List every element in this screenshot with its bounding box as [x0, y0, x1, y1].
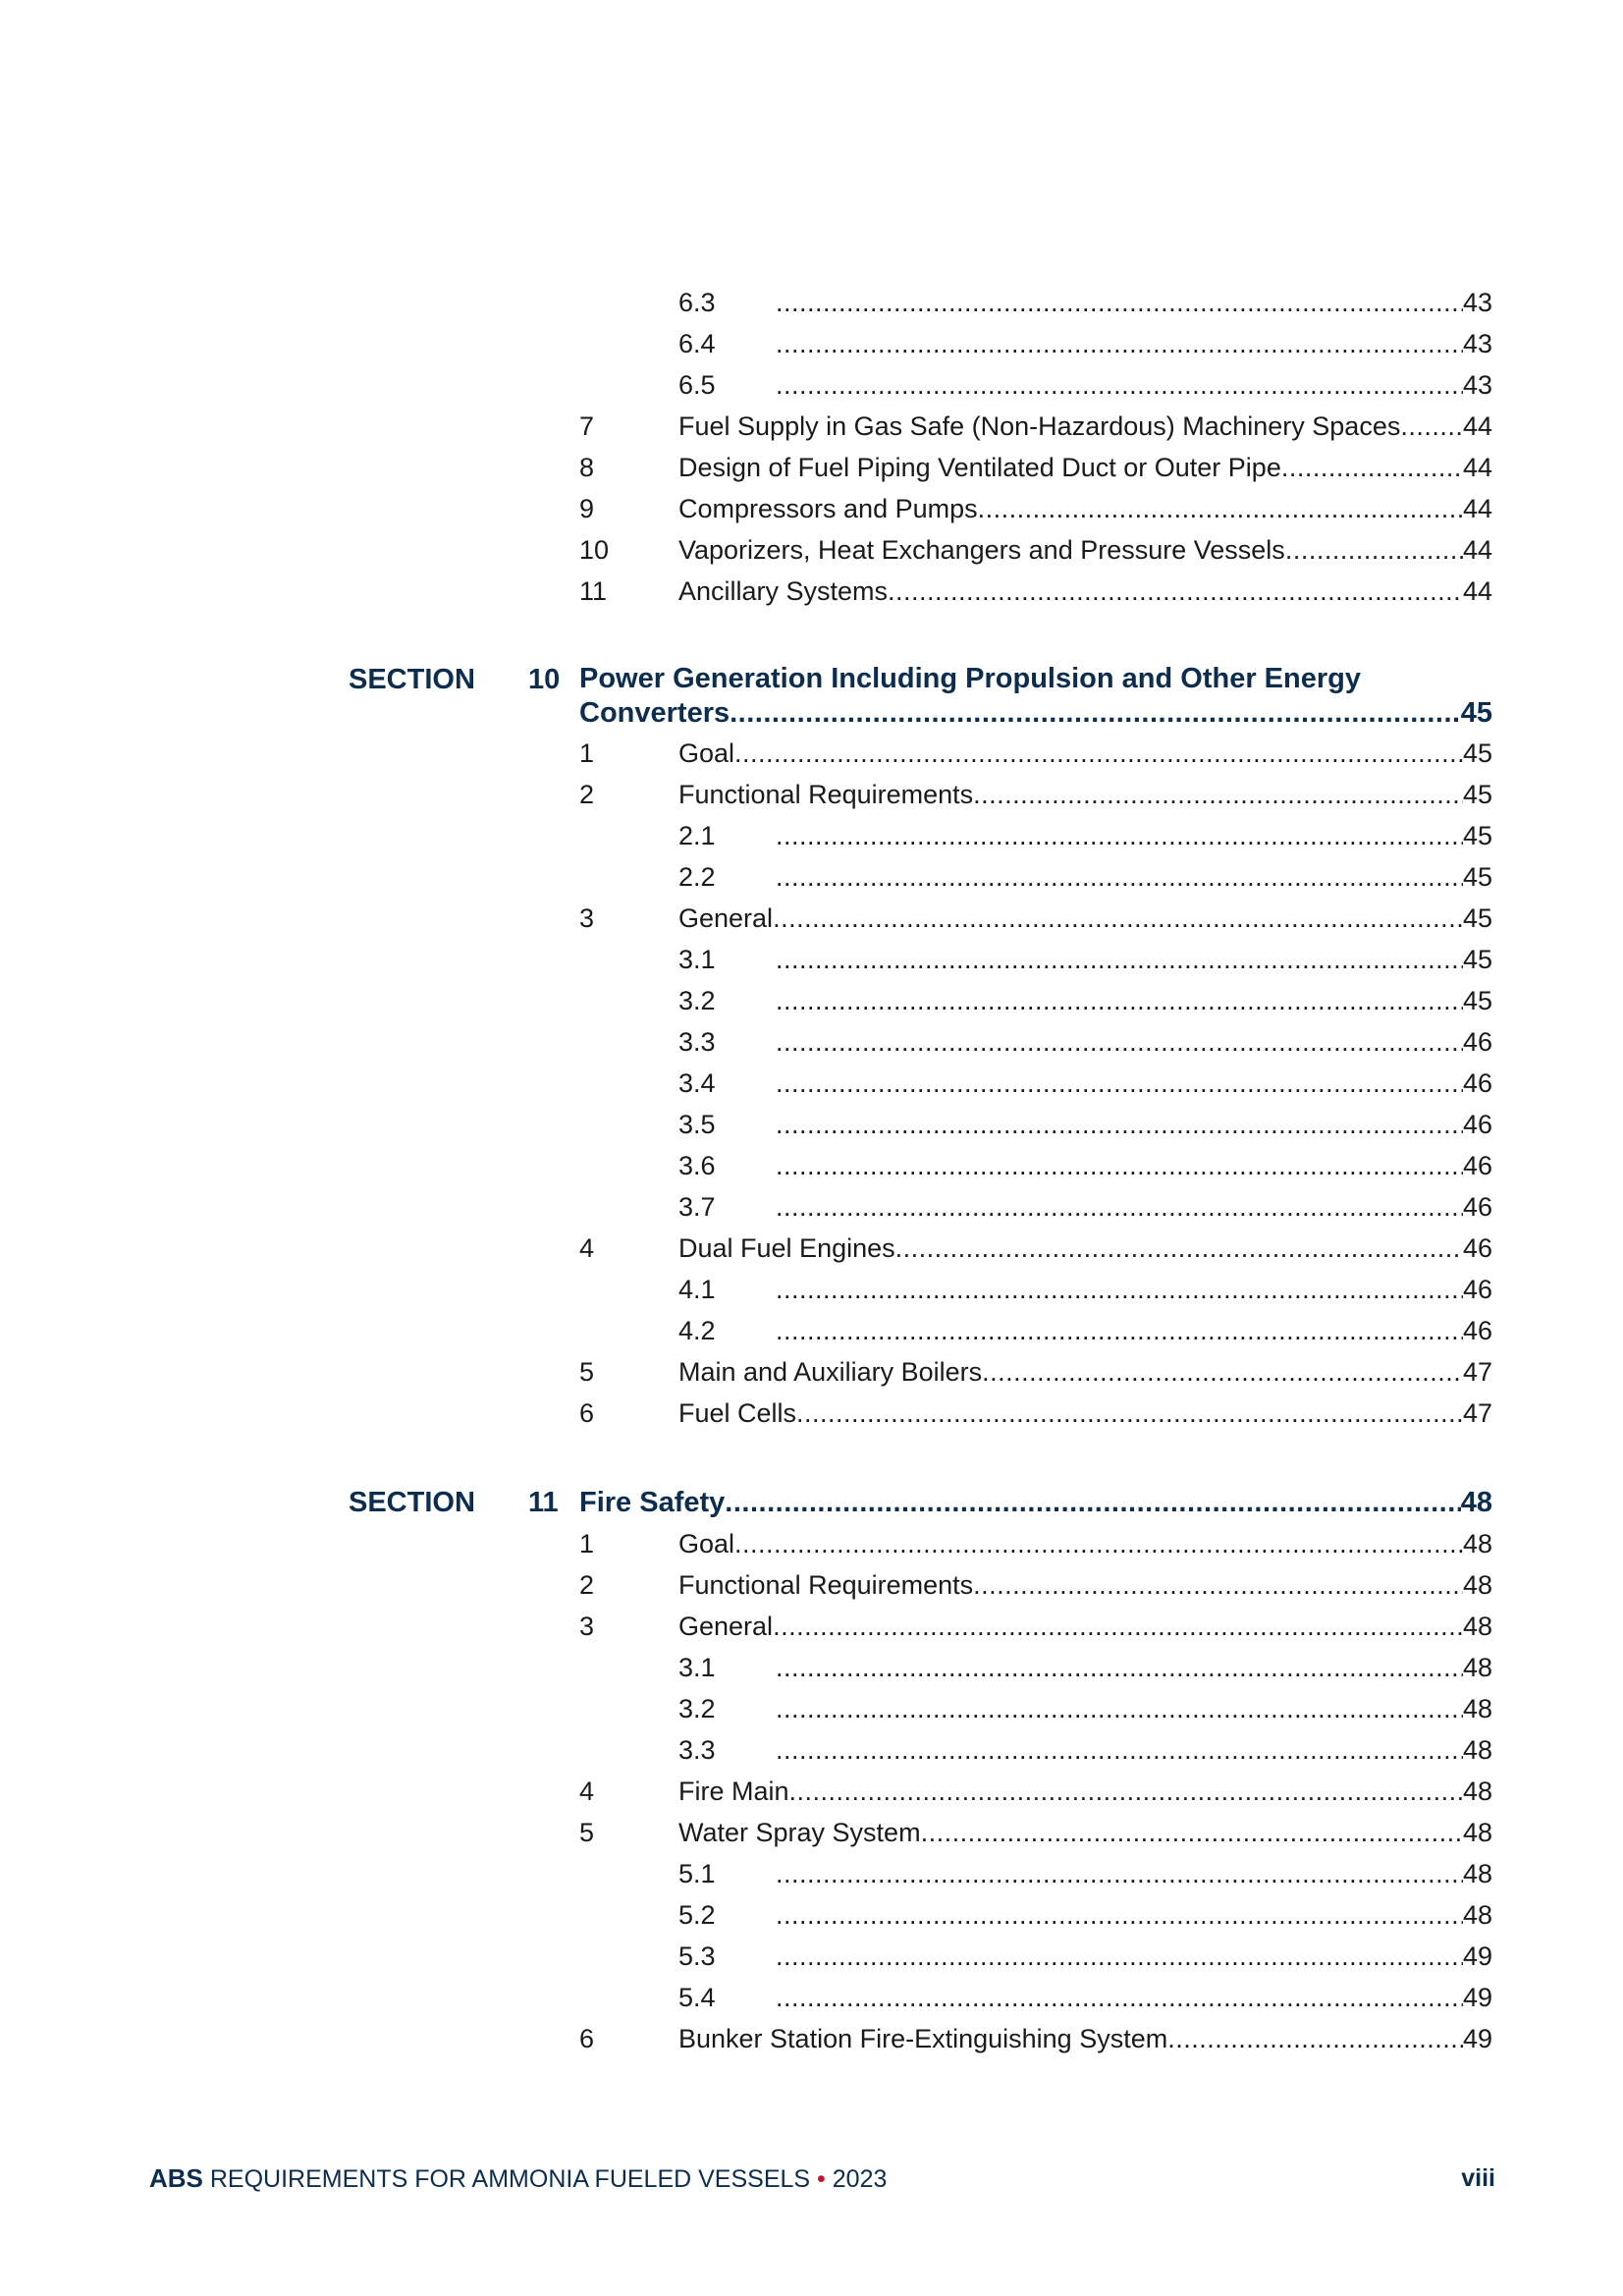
- toc-entry[interactable]: [678, 1352, 1492, 1392]
- toc-entry-number: 3.3: [678, 1735, 716, 1765]
- toc-entry[interactable]: [776, 1187, 1492, 1227]
- toc-entry-number: 5: [579, 1818, 595, 1847]
- toc-entry-page: 49: [1462, 2024, 1492, 2053]
- section-label: SECTION: [349, 1487, 475, 1518]
- toc-entry-page: 48: [1462, 1653, 1492, 1682]
- dot-leader: [776, 816, 1463, 855]
- toc-entry[interactable]: [678, 530, 1492, 570]
- toc-entry-number: 3: [579, 1612, 595, 1641]
- toc-entry-page: 46: [1462, 1151, 1492, 1180]
- toc-entry[interactable]: [776, 1689, 1492, 1728]
- dot-leader: [776, 283, 1463, 322]
- dot-leader: [796, 1394, 1463, 1433]
- toc-entry-number: 4: [579, 1777, 595, 1806]
- toc-entry-number: 2.2: [678, 862, 716, 892]
- toc-entry-page: 48: [1462, 1818, 1492, 1847]
- toc-entry-number: 3.1: [678, 1653, 716, 1682]
- dot-leader: [978, 489, 1463, 528]
- dot-leader: [776, 1187, 1463, 1227]
- toc-entry-number: 5.2: [678, 1900, 716, 1930]
- section-title: Fire Safety: [579, 1487, 726, 1518]
- dot-leader: [776, 365, 1463, 405]
- section-page: 48: [1460, 1487, 1492, 1518]
- page-number: viii: [1461, 2164, 1495, 2192]
- toc-entry[interactable]: [776, 940, 1492, 979]
- toc-entry-page: 44: [1462, 535, 1492, 565]
- toc-entry-page: 44: [1462, 494, 1492, 523]
- toc-entry-title: Fuel Supply in Gas Safe (Non-Hazardous) Machinery Spaces: [678, 411, 1401, 441]
- dot-leader: [776, 1022, 1463, 1062]
- toc-entry-page: 43: [1462, 370, 1492, 400]
- section-title-line[interactable]: [579, 693, 1492, 733]
- toc-entry-page: 46: [1462, 1192, 1492, 1222]
- toc-entry-page: 45: [1462, 780, 1492, 809]
- dot-leader: [734, 1524, 1463, 1563]
- dot-leader: [895, 1229, 1463, 1268]
- toc-entry[interactable]: [678, 1772, 1492, 1811]
- section-title[interactable]: Power Generation Including Propulsion and Other Energy: [579, 663, 1361, 694]
- toc-entry-page: 44: [1462, 411, 1492, 441]
- brand-logo-text: ABS: [149, 2163, 203, 2193]
- dot-leader: [773, 899, 1463, 938]
- toc-entry-page: 45: [1462, 862, 1492, 892]
- dot-leader: [776, 1311, 1463, 1350]
- dot-leader: [776, 1270, 1463, 1309]
- dot-leader: [776, 1854, 1463, 1893]
- toc-entry-title: Fuel Cells: [678, 1398, 797, 1428]
- toc-entry[interactable]: [678, 489, 1492, 528]
- toc-entry-number: 11: [579, 576, 608, 606]
- dot-leader: [1400, 407, 1463, 446]
- toc-entry-page: 45: [1462, 738, 1492, 768]
- toc-entry-page: 46: [1462, 1110, 1492, 1139]
- toc-entry-number: 3.6: [678, 1151, 716, 1180]
- toc-entry-page: 45: [1462, 903, 1492, 933]
- toc-entry[interactable]: [678, 775, 1492, 814]
- dot-leader: [776, 1895, 1463, 1935]
- toc-entry[interactable]: [776, 1146, 1492, 1185]
- toc-entry[interactable]: [776, 1895, 1492, 1935]
- document-year: 2023: [832, 2165, 888, 2193]
- toc-entry-number: 4: [579, 1233, 595, 1263]
- toc-entry-number: 3.1: [678, 945, 716, 974]
- toc-entry-page: 48: [1462, 1900, 1492, 1930]
- toc-entry-number: 5: [579, 1357, 595, 1387]
- toc-entry-page: 46: [1462, 1027, 1492, 1057]
- toc-entry-page: 49: [1462, 1983, 1492, 2012]
- dot-leader: [921, 1813, 1463, 1852]
- toc-entry-title: General: [678, 903, 774, 933]
- toc-entry-page: 47: [1462, 1357, 1492, 1387]
- toc-entry-number: 4.2: [678, 1316, 716, 1345]
- toc-entry[interactable]: [776, 1311, 1492, 1350]
- section-title-continued: Converters: [579, 697, 730, 729]
- toc-entry-number: 6.4: [678, 329, 716, 358]
- dot-leader: [776, 1146, 1463, 1185]
- dot-leader: [776, 324, 1463, 363]
- toc-entry-title: Goal: [678, 1529, 735, 1558]
- toc-entry[interactable]: [776, 283, 1492, 322]
- dot-leader: [776, 1064, 1463, 1103]
- dot-leader: [776, 1105, 1463, 1144]
- dot-leader: [776, 1730, 1463, 1770]
- toc-entry[interactable]: [678, 734, 1492, 773]
- toc-entry-title: Compressors and Pumps: [678, 494, 978, 523]
- page-footer: [149, 2159, 1495, 2198]
- dot-leader: [776, 940, 1463, 979]
- toc-entry[interactable]: [776, 1648, 1492, 1687]
- dot-leader: [776, 1689, 1463, 1728]
- document-title: REQUIREMENTS FOR AMMONIA FUELED VESSELS: [209, 2165, 811, 2193]
- toc-entry-number: 5.3: [678, 1941, 716, 1971]
- toc-entry-page: 47: [1462, 1398, 1492, 1428]
- toc-entry[interactable]: [678, 899, 1492, 938]
- dot-leader: [789, 1772, 1463, 1811]
- dot-leader: [776, 857, 1463, 897]
- toc-entry-number: 5.1: [678, 1859, 716, 1888]
- toc-entry-title: Water Spray System: [678, 1818, 921, 1847]
- toc-entry-page: 48: [1462, 1612, 1492, 1641]
- toc-entry-number: 7: [579, 411, 595, 441]
- toc-entry[interactable]: [776, 1022, 1492, 1062]
- toc-entry-number: 6: [579, 2024, 595, 2053]
- toc-entry-title: Design of Fuel Piping Ventilated Duct or Outer Pipe: [678, 453, 1281, 482]
- toc-entry-number: 2: [579, 780, 595, 809]
- toc-entry[interactable]: [776, 1105, 1492, 1144]
- dot-leader: [973, 1565, 1463, 1605]
- toc-entry[interactable]: [776, 1937, 1492, 1976]
- toc-entry[interactable]: [678, 572, 1492, 611]
- toc-entry-title: Bunker Station Fire-Extinguishing System: [678, 2024, 1168, 2053]
- toc-entry-title: Functional Requirements: [678, 1570, 974, 1600]
- toc-entry-page: 48: [1462, 1694, 1492, 1723]
- section-number: 10: [528, 664, 561, 695]
- toc-entry-title: Fire Main: [678, 1777, 789, 1806]
- toc-entry-page: 48: [1462, 1777, 1492, 1806]
- toc-entry-page: 49: [1462, 1941, 1492, 1971]
- toc-entry-number: 3.2: [678, 1694, 716, 1723]
- toc-entry[interactable]: [776, 1064, 1492, 1103]
- section-number: 11: [528, 1487, 559, 1518]
- toc-entry-number: 3.3: [678, 1027, 716, 1057]
- toc-entry-number: 2: [579, 1570, 595, 1600]
- toc-entry-number: 10: [579, 535, 610, 565]
- toc-entry-number: 8: [579, 453, 595, 482]
- toc-entry-title: Functional Requirements: [678, 780, 974, 809]
- toc-entry-page: 45: [1462, 821, 1492, 850]
- toc-entry-page: 45: [1462, 945, 1492, 974]
- toc-entry-number: 5.4: [678, 1983, 716, 2012]
- dot-leader: [982, 1352, 1463, 1392]
- toc-entry[interactable]: [678, 407, 1492, 446]
- toc-entry[interactable]: [776, 1730, 1492, 1770]
- toc-entry-number: 3: [579, 903, 595, 933]
- dot-leader: [734, 734, 1463, 773]
- toc-entry[interactable]: [678, 1565, 1492, 1605]
- toc-entry[interactable]: [776, 1978, 1492, 2017]
- toc-entry[interactable]: [776, 324, 1492, 363]
- toc-entry-page: 44: [1462, 453, 1492, 482]
- toc-entry[interactable]: [678, 1394, 1492, 1433]
- dot-leader: [730, 693, 1461, 733]
- toc-entry-page: 43: [1462, 288, 1492, 317]
- toc-entry[interactable]: [678, 448, 1492, 487]
- toc-entry-title: Goal: [678, 738, 735, 768]
- toc-entry-number: 3.2: [678, 986, 716, 1015]
- toc-entry-number: 2.1: [678, 821, 716, 850]
- toc-entry-title: Vaporizers, Heat Exchangers and Pressure Vessels: [678, 535, 1285, 565]
- dot-leader: [776, 1978, 1463, 2017]
- toc-entry-page: 48: [1462, 1735, 1492, 1765]
- toc-entry[interactable]: [776, 1854, 1492, 1893]
- toc-entry-page: 45: [1462, 986, 1492, 1015]
- toc-entry-page: 43: [1462, 329, 1492, 358]
- toc-entry-page: 46: [1462, 1316, 1492, 1345]
- dot-leader: [888, 572, 1463, 611]
- toc-entry[interactable]: [776, 816, 1492, 855]
- toc-entry-page: 48: [1462, 1570, 1492, 1600]
- toc-entry-page: 44: [1462, 576, 1492, 606]
- dot-leader: [773, 1607, 1463, 1646]
- toc-entry-page: 46: [1462, 1068, 1492, 1098]
- dot-leader: [1167, 2019, 1463, 2058]
- toc-entry[interactable]: [776, 365, 1492, 405]
- dot-leader: [1281, 448, 1463, 487]
- toc-entry-number: 6: [579, 1398, 595, 1428]
- toc-entry-number: 9: [579, 494, 595, 523]
- toc-entry-page: 48: [1462, 1859, 1492, 1888]
- toc-entry[interactable]: [678, 1229, 1492, 1268]
- toc-entry-number: 6.5: [678, 370, 716, 400]
- toc-entry-title: Main and Auxiliary Boilers: [678, 1357, 983, 1387]
- dot-leader: [776, 1648, 1463, 1687]
- toc-entry[interactable]: [678, 2019, 1492, 2058]
- dot-leader: [776, 1937, 1463, 1976]
- toc-entry[interactable]: [776, 857, 1492, 897]
- toc-entry-number: 1: [579, 1529, 595, 1558]
- toc-entry-number: 1: [579, 738, 595, 768]
- dot-leader: [776, 981, 1463, 1020]
- section-label: SECTION: [349, 664, 475, 695]
- toc-entry-number: 4.1: [678, 1275, 716, 1304]
- toc-entry-number: 3.5: [678, 1110, 716, 1139]
- footer-bullet: •: [817, 2165, 826, 2193]
- dot-leader: [973, 775, 1463, 814]
- toc-entry-number: 3.7: [678, 1192, 716, 1222]
- toc-entry[interactable]: [678, 1524, 1492, 1563]
- toc-entry[interactable]: [678, 1813, 1492, 1852]
- toc-entry[interactable]: [776, 981, 1492, 1020]
- dot-leader: [725, 1483, 1460, 1522]
- section-title-line[interactable]: [579, 1483, 1492, 1522]
- toc-entry-title: General: [678, 1612, 774, 1641]
- toc-entry-title: Dual Fuel Engines: [678, 1233, 895, 1263]
- toc-entry[interactable]: [776, 1270, 1492, 1309]
- dot-leader: [1285, 530, 1463, 570]
- toc-entry-page: 46: [1462, 1233, 1492, 1263]
- toc-entry-page: 46: [1462, 1275, 1492, 1304]
- toc-entry[interactable]: [678, 1607, 1492, 1646]
- toc-entry-page: 48: [1462, 1529, 1492, 1558]
- section-page: 45: [1460, 697, 1492, 729]
- toc-entry-title: Ancillary Systems: [678, 576, 889, 606]
- toc-entry-number: 3.4: [678, 1068, 716, 1098]
- toc-entry-number: 6.3: [678, 288, 716, 317]
